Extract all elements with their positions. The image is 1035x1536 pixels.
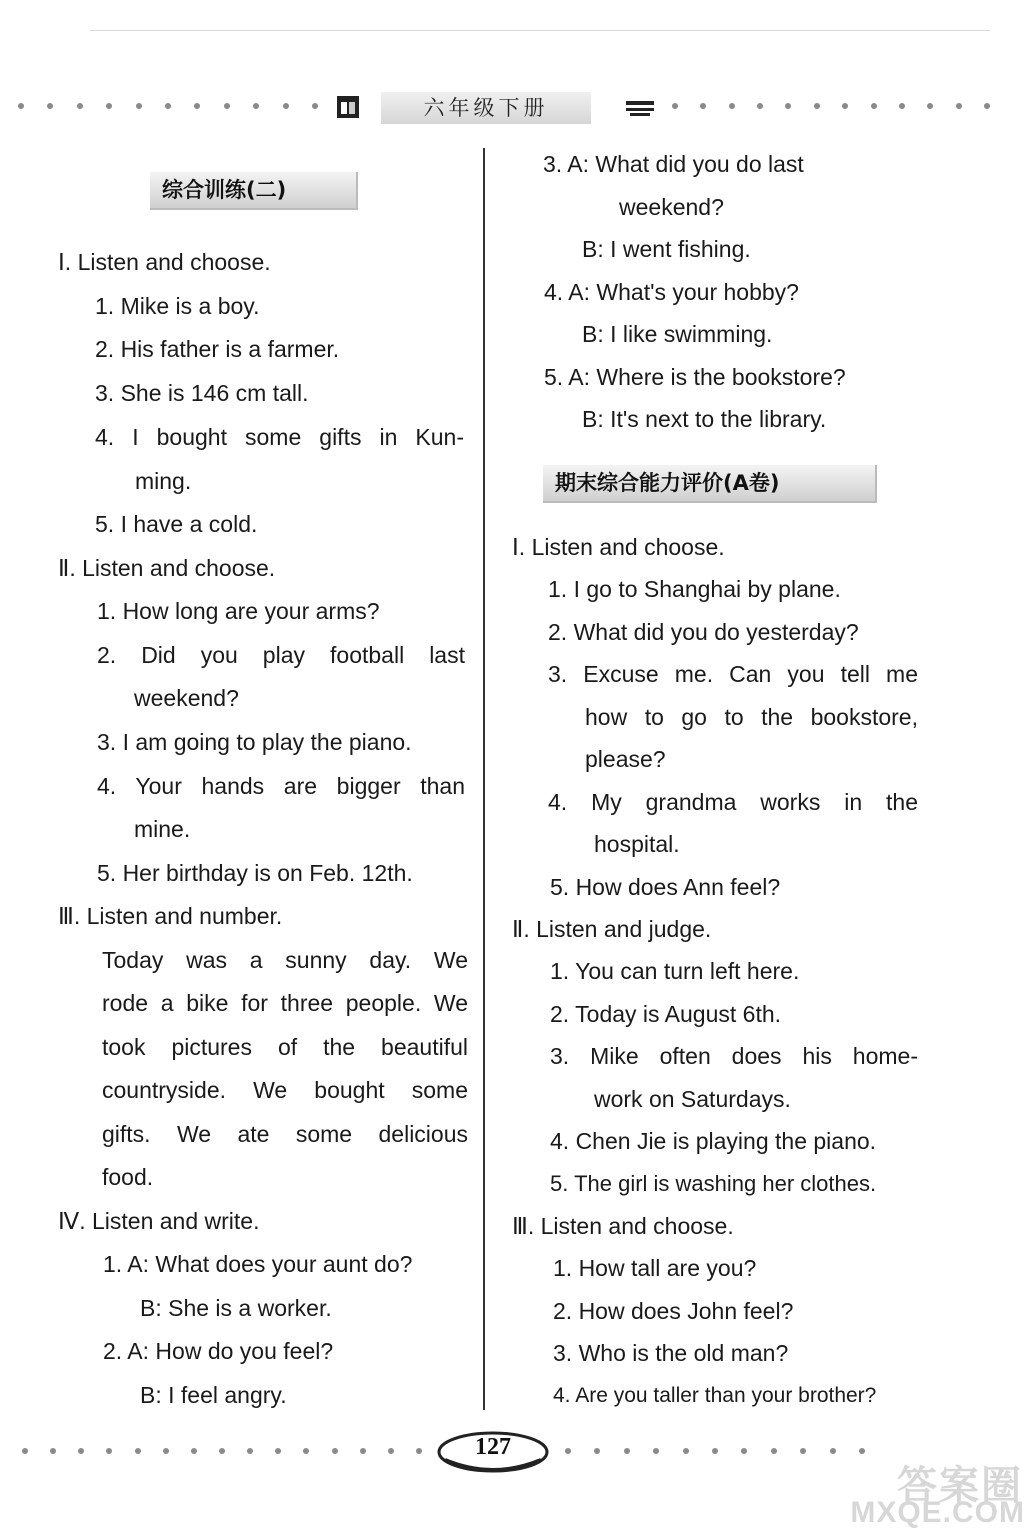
left-line: 5. Her birthday is on Feb. 12th. xyxy=(97,860,413,886)
right-line: how to go to the bookstore, xyxy=(585,704,918,730)
decorative-dot xyxy=(283,103,289,109)
left-line: 2. A: How do you feel? xyxy=(103,1338,334,1364)
decorative-dot xyxy=(163,1448,169,1454)
left-line: Ⅲ. Listen and number. xyxy=(58,903,283,929)
watermark xyxy=(849,1450,1027,1530)
decorative-dot xyxy=(899,103,905,109)
decorative-dot xyxy=(136,103,142,109)
right-line: B: I like swimming. xyxy=(582,321,773,347)
footer-dots-left xyxy=(22,1448,422,1454)
left-line: Ⅳ. Listen and write. xyxy=(58,1208,260,1234)
watermark-brand: 答案圈 xyxy=(897,1463,1023,1509)
right-line: 1. I go to Shanghai by plane. xyxy=(548,576,841,602)
decorative-dot xyxy=(956,103,962,109)
decorative-dot xyxy=(771,1448,777,1454)
right-line: 5. A: Where is the bookstore? xyxy=(544,364,846,390)
left-line: weekend? xyxy=(134,685,239,711)
decorative-dot xyxy=(624,1448,630,1454)
section-title-training: 综合训练(二) xyxy=(150,172,358,210)
decorative-dot xyxy=(360,1448,366,1454)
right-line: Ⅰ. Listen and choose. xyxy=(512,534,725,560)
decorative-dot xyxy=(830,1448,836,1454)
decorative-dot xyxy=(106,103,112,109)
right-line: 5. The girl is washing her clothes. xyxy=(550,1171,877,1196)
left-line: 3. I am going to play the piano. xyxy=(97,729,412,755)
header-dots-left xyxy=(18,103,318,109)
left-line: 3. She is 146 cm tall. xyxy=(95,380,309,406)
page-number: 127 xyxy=(475,1434,511,1460)
decorative-dot xyxy=(50,1448,56,1454)
left-line: gifts. We ate some delicious xyxy=(102,1121,468,1147)
left-line: 1. Mike is a boy. xyxy=(95,293,260,319)
right-line: 3. Excuse me. Can you tell me xyxy=(548,661,918,687)
section-title-final-exam: 期末综合能力评价(A卷) xyxy=(543,465,877,503)
decorative-dot xyxy=(224,103,230,109)
decorative-dot xyxy=(219,1448,225,1454)
decorative-dot xyxy=(332,1448,338,1454)
left-line: 4. I bought some gifts in Kun- xyxy=(95,424,464,450)
decorative-dot xyxy=(47,103,53,109)
left-line: mine. xyxy=(134,816,191,842)
page-header xyxy=(335,92,655,126)
top-rule xyxy=(90,30,990,31)
left-line: B: I feel angry. xyxy=(140,1382,287,1408)
left-line: food. xyxy=(102,1164,154,1190)
right-line: 1. You can turn left here. xyxy=(550,958,800,984)
right-line: work on Saturdays. xyxy=(594,1086,791,1112)
decorative-dot xyxy=(18,103,24,109)
decorative-dot xyxy=(814,103,820,109)
left-line: 4. Your hands are bigger than xyxy=(97,773,465,799)
decorative-dot xyxy=(741,1448,747,1454)
right-line: 4. Are you taller than your brother? xyxy=(553,1384,877,1407)
right-line: 4. Chen Jie is playing the piano. xyxy=(550,1128,877,1154)
decorative-dot xyxy=(22,1448,28,1454)
left-line: countryside. We bought some xyxy=(102,1077,468,1103)
right-line: hospital. xyxy=(594,831,680,857)
decorative-dot xyxy=(871,103,877,109)
left-line: rode a bike for three people. We xyxy=(102,990,468,1016)
decorative-dot xyxy=(842,103,848,109)
right-line: 1. How tall are you? xyxy=(553,1255,757,1281)
book-icon xyxy=(335,94,361,120)
decorative-dot xyxy=(165,103,171,109)
left-line: 5. I have a cold. xyxy=(95,511,258,537)
left-line: 1. How long are your arms? xyxy=(97,598,380,624)
right-line: B: I went fishing. xyxy=(582,236,751,262)
decorative-dot xyxy=(416,1448,422,1454)
decorative-dot xyxy=(672,103,678,109)
left-line: B: She is a worker. xyxy=(140,1295,332,1321)
decorative-dot xyxy=(77,103,83,109)
decorative-dot xyxy=(984,103,990,109)
watermark-url: MXQE.COM xyxy=(850,1496,1025,1529)
footer-dots-right xyxy=(565,1448,865,1454)
decorative-dot xyxy=(785,103,791,109)
decorative-dot xyxy=(312,103,318,109)
decorative-dot xyxy=(247,1448,253,1454)
decorative-dot xyxy=(253,103,259,109)
right-line: 2. What did you do yesterday? xyxy=(548,619,859,645)
column-divider xyxy=(483,148,485,1410)
decorative-dot xyxy=(927,103,933,109)
right-line: please? xyxy=(585,746,666,772)
left-line: ming. xyxy=(135,468,192,494)
right-line: 2. Today is August 6th. xyxy=(550,1001,782,1027)
right-line: Ⅲ. Listen and choose. xyxy=(512,1213,734,1239)
left-line: 2. His father is a farmer. xyxy=(95,336,340,362)
decorative-dot xyxy=(275,1448,281,1454)
decorative-dot xyxy=(303,1448,309,1454)
decorative-dot xyxy=(78,1448,84,1454)
left-line: 2. Did you play football last xyxy=(97,642,465,668)
right-line: 4. My grandma works in the xyxy=(548,789,918,815)
right-line: weekend? xyxy=(619,194,724,220)
right-line: Ⅱ. Listen and judge. xyxy=(512,916,712,942)
right-line: 4. A: What's your hobby? xyxy=(544,279,799,305)
right-line: B: It's next to the library. xyxy=(582,406,827,432)
right-line: 3. A: What did you do last xyxy=(543,151,804,177)
right-line: 3. Mike often does his home- xyxy=(550,1043,918,1069)
decorative-dot xyxy=(729,103,735,109)
pen-icon xyxy=(625,98,655,118)
left-line: Ⅱ. Listen and choose. xyxy=(58,555,276,581)
decorative-dot xyxy=(757,103,763,109)
decorative-dot xyxy=(700,103,706,109)
decorative-dot xyxy=(191,1448,197,1454)
right-line: 5. How does Ann feel? xyxy=(550,874,781,900)
right-line: 2. How does John feel? xyxy=(553,1298,794,1324)
left-line: 1. A: What does your aunt do? xyxy=(103,1251,413,1277)
decorative-dot xyxy=(106,1448,112,1454)
decorative-dot xyxy=(565,1448,571,1454)
left-line: Today was a sunny day. We xyxy=(102,947,468,973)
decorative-dot xyxy=(594,1448,600,1454)
decorative-dot xyxy=(800,1448,806,1454)
decorative-dot xyxy=(712,1448,718,1454)
header-dots-right xyxy=(672,103,990,109)
left-line: Ⅰ. Listen and choose. xyxy=(58,249,271,275)
right-line: 3. Who is the old man? xyxy=(553,1340,789,1366)
page-number-badge xyxy=(437,1430,549,1476)
grade-label: 六年级下册 xyxy=(381,92,591,124)
decorative-dot xyxy=(683,1448,689,1454)
decorative-dot xyxy=(653,1448,659,1454)
decorative-dot xyxy=(194,103,200,109)
decorative-dot xyxy=(388,1448,394,1454)
left-line: took pictures of the beautiful xyxy=(102,1034,468,1060)
decorative-dot xyxy=(135,1448,141,1454)
